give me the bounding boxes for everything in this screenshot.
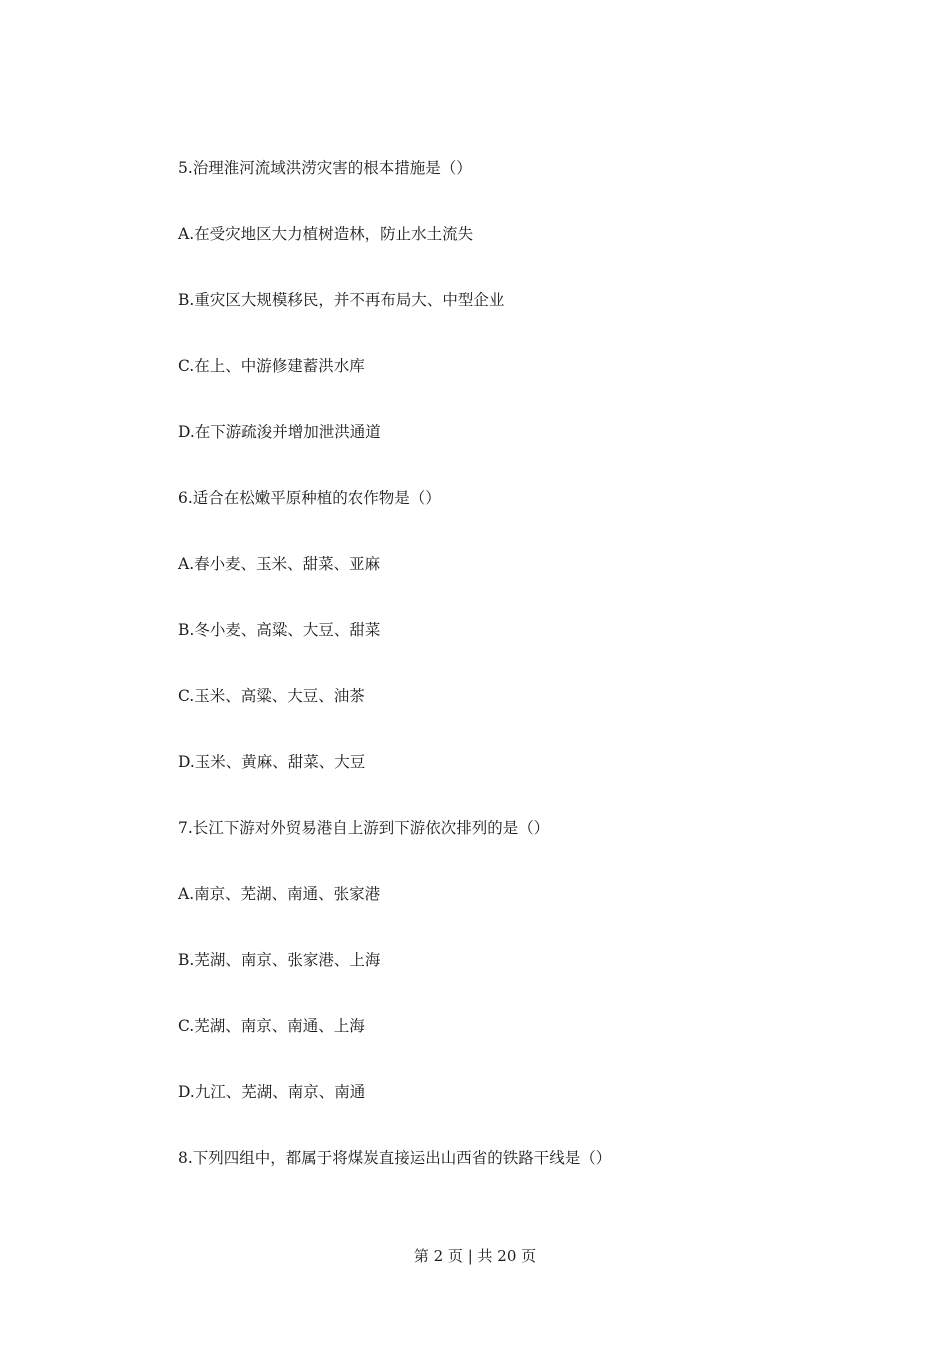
question-6-stem: 6.适合在松嫩平原种植的农作物是（） <box>178 489 441 507</box>
question-7-option-d: D.九江、芜湖、南京、南通 <box>178 1083 366 1101</box>
question-6-option-d: D.玉米、黄麻、甜菜、大豆 <box>178 753 366 771</box>
page-footer: 第 2 页 | 共 20 页 <box>413 1247 537 1265</box>
question-6-option-c: C.玉米、高粱、大豆、油茶 <box>178 687 365 705</box>
question-5-option-c: C.在上、中游修建蓄洪水库 <box>178 357 365 375</box>
question-7-option-b: B.芜湖、南京、张家港、上海 <box>178 951 381 969</box>
question-7-option-c: C.芜湖、南京、南通、上海 <box>178 1017 365 1035</box>
question-5-stem: 5.治理淮河流域洪涝灾害的根本措施是（） <box>178 159 472 177</box>
question-5-option-d: D.在下游疏浚并增加泄洪通道 <box>178 423 381 441</box>
question-5-option-a: A.在受灾地区大力植树造林，防止水土流失 <box>178 225 474 243</box>
question-7-stem: 7.长江下游对外贸易港自上游到下游依次排列的是（） <box>178 819 550 837</box>
question-6-option-b: B.冬小麦、高粱、大豆、甜菜 <box>178 621 381 639</box>
question-7-option-a: A.南京、芜湖、南通、张家港 <box>178 885 381 903</box>
question-8-stem: 8.下列四组中，都属于将煤炭直接运出山西省的铁路干线是（） <box>178 1149 612 1167</box>
question-list <box>178 155 818 1211</box>
question-6-option-a: A.春小麦、玉米、甜菜、亚麻 <box>178 555 381 573</box>
question-5-option-b: B.重灾区大规模移民，并不再布局大、中型企业 <box>178 291 505 309</box>
